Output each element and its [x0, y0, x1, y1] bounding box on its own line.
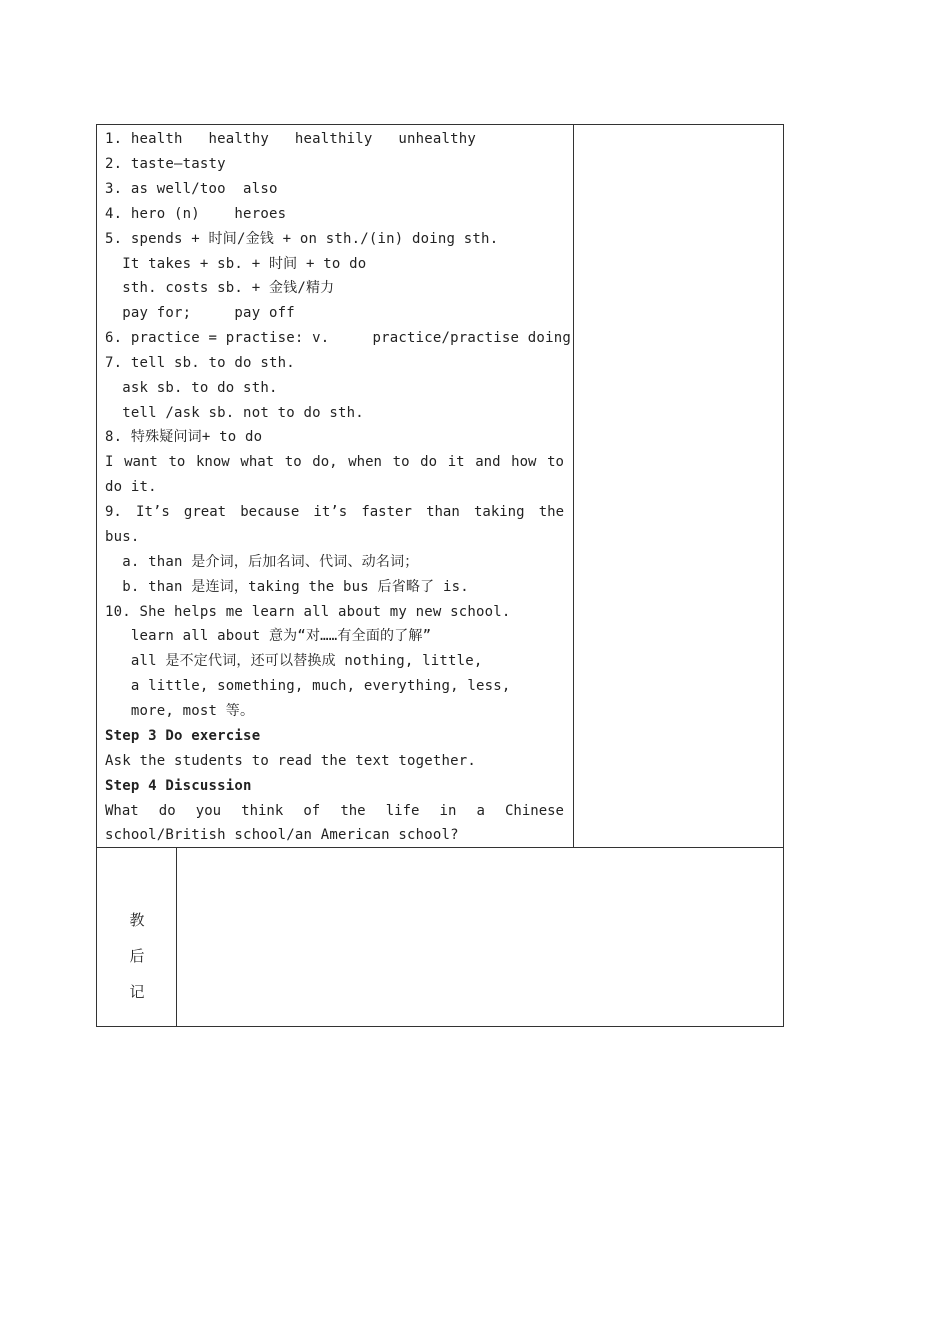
note-line: 5. spends + 时间/金钱 + on sth./(in) doing sth.: [105, 231, 499, 247]
reflection-label-char: 后: [129, 947, 145, 965]
note-line: tell /ask sb. not to do sth.: [105, 405, 364, 421]
note-line: 9. It’s great because it’s faster than taking the: [105, 504, 564, 520]
note-line: ask sb. to do sth.: [105, 380, 278, 396]
note-line: school/British school/an American school?: [105, 827, 459, 843]
note-line: 4. hero (n) heroes: [105, 206, 287, 222]
note-line: bus.: [105, 529, 140, 545]
note-line: all 是不定代词，还可以替换成 nothing, little,: [105, 653, 483, 669]
note-line: learn all about 意为“对……有全面的了解”: [105, 628, 432, 644]
step-heading: Step 4 Discussion: [105, 778, 252, 794]
lesson-content-cell: [97, 125, 574, 848]
reflection-notes-cell: [177, 848, 783, 1026]
note-line: b. than 是连词，taking the bus 后省略了 is.: [105, 579, 469, 595]
note-line: more, most 等。: [105, 703, 255, 719]
note-line: 1. health healthy healthily unhealthy: [105, 131, 477, 147]
note-line: I want to know what to do, when to do it and how to: [105, 454, 564, 470]
note-line: What do you think of the life in a Chinese: [105, 803, 564, 819]
note-line: a little, something, much, everything, less,: [105, 678, 511, 694]
note-line: Ask the students to read the text together.: [105, 753, 477, 769]
reflection-label-char: 记: [129, 983, 145, 1001]
note-line: sth. costs sb. + 金钱/精力: [105, 280, 335, 296]
note-line: 8. 特殊疑问词+ to do: [105, 429, 263, 445]
lesson-table: [96, 124, 784, 1027]
note-line: It takes + sb. + 时间 + to do: [105, 256, 367, 272]
note-line: 6. practice = practise: v. practice/practise doing: [105, 330, 571, 346]
note-line: a. than 是介词，后加名词、代词、动名词；: [105, 554, 419, 570]
side-notes-cell: [574, 125, 783, 848]
note-line: do it.: [105, 479, 157, 495]
note-line: 3. as well/too also: [105, 181, 278, 197]
step-heading: Step 3 Do exercise: [105, 728, 261, 744]
note-line: pay for; pay off: [105, 305, 295, 321]
reflection-label-cell: [97, 848, 177, 1026]
reflection-label-char: 教: [129, 911, 145, 929]
note-line: 10. She helps me learn all about my new school.: [105, 604, 511, 620]
note-line: 2. taste—tasty: [105, 156, 226, 172]
note-line: 7. tell sb. to do sth.: [105, 355, 295, 371]
